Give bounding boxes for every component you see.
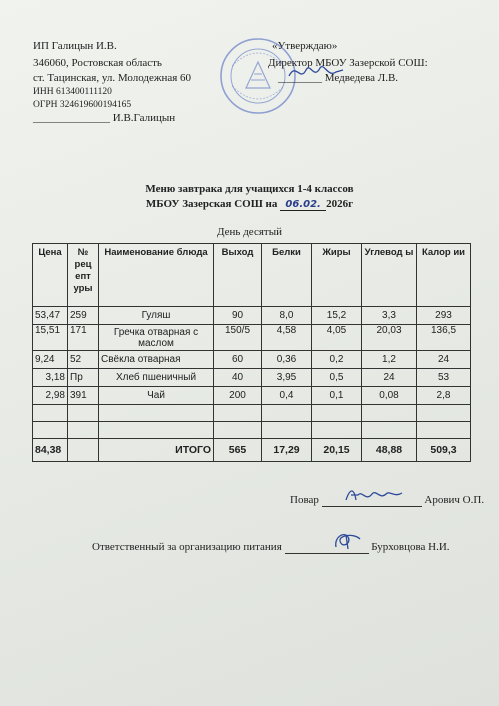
cell-fat: 0,2 (312, 351, 362, 369)
approver-name: Медведева Л.В. (324, 72, 399, 84)
cell-calories: 136,5 (417, 325, 471, 351)
total-fat: 20,15 (312, 439, 362, 462)
cell-price: 9,24 (33, 351, 68, 369)
table-row (33, 307, 471, 325)
cook-name: Арович О.П. (424, 494, 485, 506)
cell-price: 53,47 (33, 307, 68, 325)
col-header-protein: Белки (262, 244, 312, 307)
cell-recipe: 52 (68, 351, 99, 369)
col-header-recipe: № рец епт уры (68, 244, 99, 307)
cell-calories: 2,8 (417, 387, 471, 405)
cell-carbs: 3,3 (362, 307, 417, 325)
menu-year: 2026г (326, 198, 354, 210)
cell-dish: Гуляш (99, 307, 214, 325)
cell-protein: 0,4 (262, 387, 312, 405)
col-header-dish: Наименование блюда (99, 244, 214, 307)
responsible-signature-icon (330, 529, 366, 553)
menu-day: День десятый (217, 226, 282, 238)
responsible-signature-row (92, 541, 450, 554)
cell-carbs: 1,2 (362, 351, 417, 369)
school-name: МБОУ Зазерская СОШ на (145, 198, 278, 210)
approver-signature-blank: ________ (278, 72, 322, 84)
cell-dish: Гречка отварная с маслом (99, 325, 214, 351)
menu-subtitle (0, 198, 499, 211)
cell-recipe: 259 (68, 307, 99, 325)
cell-calories: 293 (417, 307, 471, 325)
total-calories: 509,3 (417, 439, 471, 462)
cell-recipe: Пр (68, 369, 99, 387)
table-row-empty (33, 422, 471, 439)
menu-date: 06.02. (280, 199, 326, 211)
cell-fat: 4,05 (312, 325, 362, 351)
cell-dish: Хлеб пшеничный (99, 369, 214, 387)
cell-price: 3,18 (33, 369, 68, 387)
total-output: 565 (214, 439, 262, 462)
company-name: ИП Галицын И.В. (33, 40, 117, 52)
cell-output: 200 (214, 387, 262, 405)
cell-fat: 0,5 (312, 369, 362, 387)
total-price: 84,38 (33, 439, 68, 462)
cook-label: Повар (290, 494, 319, 506)
cell-fat: 15,2 (312, 307, 362, 325)
approver-title: Директор МБОУ Зазерской СОШ: (268, 57, 428, 69)
col-header-calories: Калор ии (417, 244, 471, 307)
table-total-row (33, 439, 471, 462)
company-signature-line: ______________ И.В.Галицын (33, 112, 176, 124)
cell-output: 40 (214, 369, 262, 387)
cell-protein: 0,36 (262, 351, 312, 369)
col-header-price: Цена (33, 244, 68, 307)
total-protein: 17,29 (262, 439, 312, 462)
menu-table (32, 243, 471, 462)
total-label: ИТОГО (99, 439, 214, 462)
responsible-label: Ответственный за организацию питания (92, 541, 282, 553)
table-row (33, 387, 471, 405)
cell-carbs: 24 (362, 369, 417, 387)
cell-recipe: 171 (68, 325, 99, 351)
table-row (33, 351, 471, 369)
cell-protein: 8,0 (262, 307, 312, 325)
table-row (33, 369, 471, 387)
responsible-name: Бурховцова Н.И. (371, 541, 450, 553)
cell-protein: 3,95 (262, 369, 312, 387)
approval-heading: «Утверждаю» (272, 40, 338, 52)
cell-output: 60 (214, 351, 262, 369)
cook-signature-icon (342, 484, 412, 506)
cell-dish: Чай (99, 387, 214, 405)
cell-recipe: 391 (68, 387, 99, 405)
cell-calories: 53 (417, 369, 471, 387)
cell-protein: 4,58 (262, 325, 312, 351)
director-signature-icon (286, 60, 346, 84)
menu-title: Меню завтрака для учащихся 1-4 классов (145, 183, 354, 195)
company-address-street: ст. Тацинская, ул. Молодежная 60 (33, 72, 192, 84)
cell-carbs: 0,08 (362, 387, 417, 405)
col-header-fat: Жиры (312, 244, 362, 307)
cell-dish: Свёкла отварная (99, 351, 214, 369)
col-header-carbs: Углевод ы (362, 244, 417, 307)
company-address-region: 346060, Ростовская область (33, 57, 162, 69)
total-carbs: 48,88 (362, 439, 417, 462)
cell-calories: 24 (417, 351, 471, 369)
cell-output: 150/5 (214, 325, 262, 351)
table-row-empty (33, 405, 471, 422)
cell-price: 15,51 (33, 325, 68, 351)
cell-price: 2,98 (33, 387, 68, 405)
col-header-output: Выход (214, 244, 262, 307)
table-row (33, 325, 471, 351)
table-header-row (33, 244, 471, 307)
cell-fat: 0,1 (312, 387, 362, 405)
company-ogrn: ОГРН 324619600194165 (33, 100, 132, 110)
company-inn: ИНН 613400111120 (33, 87, 112, 97)
cell-carbs: 20,03 (362, 325, 417, 351)
cell-output: 90 (214, 307, 262, 325)
